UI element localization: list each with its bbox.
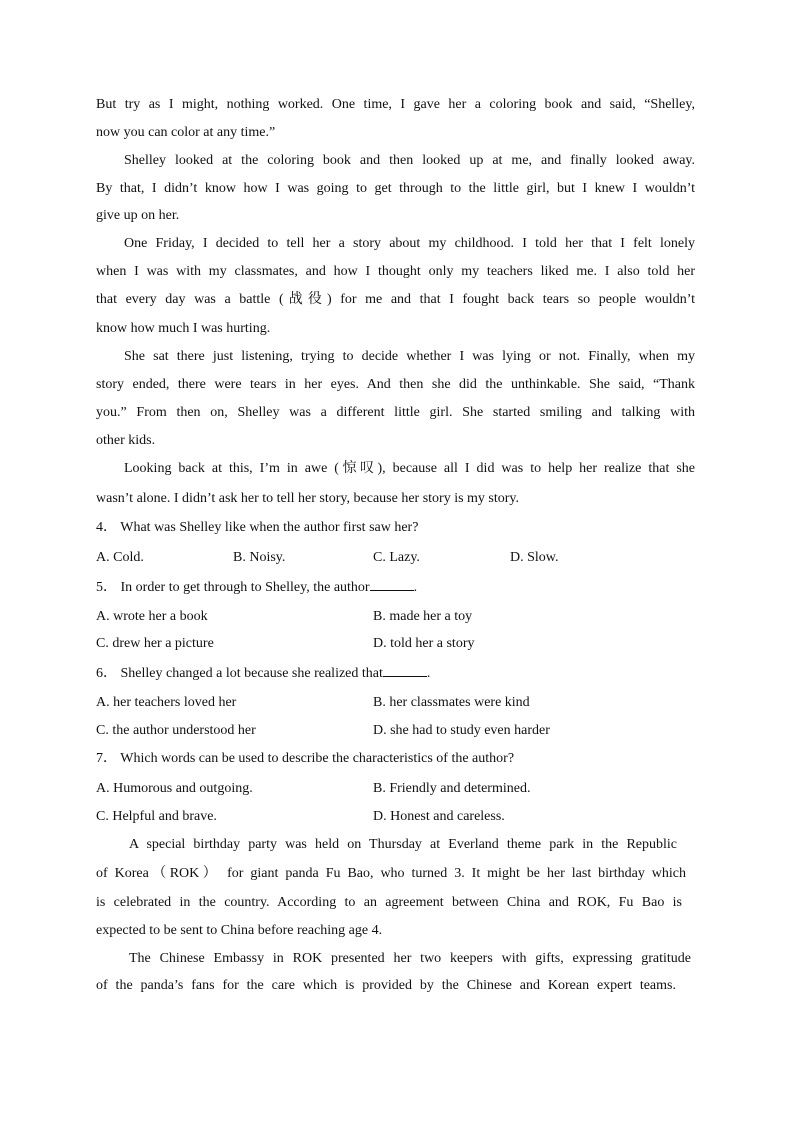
option-b[interactable]: B. her classmates were kind bbox=[373, 695, 530, 710]
passage2-line: of the panda’s fans for the care which is provided by the Chinese and Korean expert teams. bbox=[96, 978, 676, 993]
passage2-line: of Korea（ROK） for giant panda Fu Bao, who turned 3. It might be her last birthday which bbox=[96, 866, 686, 881]
passage-line: Looking back at this, I’m in awe (惊叹), because all I did was to help her realize that she bbox=[124, 461, 695, 476]
question-stem-text: 6． Shelley changed a lot because she realized that bbox=[96, 666, 383, 681]
passage2-line: The Chinese Embassy in ROK presented her two keepers with gifts, expressing gratitude bbox=[129, 951, 691, 966]
question-stem bbox=[96, 664, 430, 683]
passage-line: when I was with my classmates, and how I thought only my teachers liked me. I also told her bbox=[96, 264, 695, 279]
option-a[interactable]: A. Cold. bbox=[96, 550, 144, 565]
passage-line: that every day was a battle (战役) for me and that I fought back tears so people wouldn’t bbox=[96, 292, 695, 307]
passage-line: wasn’t alone. I didn’t ask her to tell her story, because her story is my story. bbox=[96, 491, 520, 506]
passage2-line: is celebrated in the country. According to an agreement between China and ROK, Fu Bao is bbox=[96, 895, 682, 910]
answer-blank bbox=[370, 578, 414, 591]
option-d[interactable]: D. Slow. bbox=[510, 550, 559, 565]
option-a[interactable]: A. her teachers loved her bbox=[96, 695, 237, 710]
option-b[interactable]: B. made her a toy bbox=[373, 609, 473, 624]
question-stem-end: . bbox=[413, 580, 418, 595]
option-b[interactable]: B. Friendly and determined. bbox=[373, 781, 531, 796]
question-stem-end: . bbox=[426, 666, 431, 681]
option-c[interactable]: C. Lazy. bbox=[373, 550, 420, 565]
passage-line: give up on her. bbox=[96, 208, 180, 223]
option-b[interactable]: B. Noisy. bbox=[233, 550, 286, 565]
passage-line: now you can color at any time.” bbox=[96, 125, 276, 140]
option-d[interactable]: D. she had to study even harder bbox=[373, 723, 550, 738]
option-d[interactable]: D. Honest and careless. bbox=[373, 809, 505, 824]
passage2-line: expected to be sent to China before reaching age 4. bbox=[96, 923, 383, 938]
passage-line: story ended, there were tears in her eyes. And then she did the unthinkable. She said, “Thank bbox=[96, 377, 695, 392]
passage-line: you.” From then on, Shelley was a different little girl. She started smiling and talking with bbox=[96, 405, 695, 420]
passage-line: But try as I might, nothing worked. One time, I gave her a coloring book and said, “Shelley, bbox=[96, 97, 695, 112]
passage2-line: A special birthday party was held on Thursday at Everland theme park in the Republic bbox=[129, 837, 677, 852]
option-d[interactable]: D. told her a story bbox=[373, 636, 475, 651]
option-c[interactable]: C. drew her a picture bbox=[96, 636, 214, 651]
option-a[interactable]: A. Humorous and outgoing. bbox=[96, 781, 253, 796]
passage-line: One Friday, I decided to tell her a story about my childhood. I told her that I felt lonely bbox=[124, 236, 695, 251]
option-c[interactable]: C. Helpful and brave. bbox=[96, 809, 217, 824]
passage-line: Shelley looked at the coloring book and then looked up at me, and finally looked away. bbox=[124, 153, 695, 168]
question-stem: 4． What was Shelley like when the author first saw her? bbox=[96, 520, 419, 535]
passage-line: By that, I didn’t know how I was going to get through to the little girl, but I knew I wouldn’t bbox=[96, 181, 695, 196]
question-stem bbox=[96, 578, 417, 597]
question-stem: 7． Which words can be used to describe the characteristics of the author? bbox=[96, 751, 515, 766]
option-c[interactable]: C. the author understood her bbox=[96, 723, 256, 738]
passage-line: other kids. bbox=[96, 433, 156, 448]
question-stem-text: 5． In order to get through to Shelley, the author bbox=[96, 580, 370, 595]
passage-line: know how much I was hurting. bbox=[96, 321, 271, 336]
option-a[interactable]: A. wrote her a book bbox=[96, 609, 208, 624]
answer-blank bbox=[383, 664, 427, 677]
passage-line: She sat there just listening, trying to decide whether I was lying or not. Finally, when my bbox=[124, 349, 695, 364]
